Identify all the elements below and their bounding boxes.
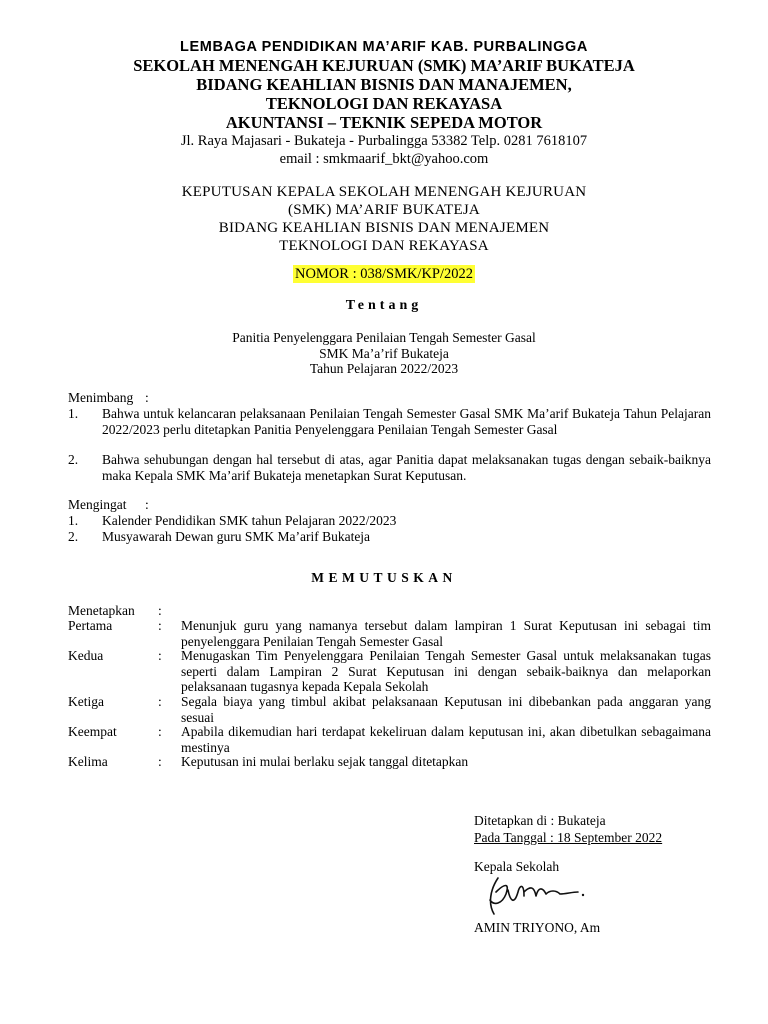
about-heading: Tentang: [345, 298, 423, 313]
item-text: Musyawarah Dewan guru SMK Ma’arif Bukateja: [102, 529, 371, 544]
decree-title-line-2: (SMK) MA’ARIF BUKATEJA: [288, 202, 480, 218]
item-text: Bahwa sehubungan dengan hal tersebut di atas, agar Panitia dapat melaksanakan tugas dengan sebaik-baiknya maka Kepala SMK Ma’arif Bukateja menetapkan Surat Keputusan.: [102, 452, 711, 483]
decision-text: Apabila dikemudian hari terdapat kekeliruan dalam keputusan ini, akan dibetulkan sebagaimana mestinya: [181, 724, 711, 755]
letterhead-line-1: LEMBAGA PENDIDIKAN MA’ARIF KAB. PURBALINGGA: [180, 39, 588, 55]
decision-label: Pertama: [68, 618, 113, 633]
letterhead-line-2: SEKOLAH MENENGAH KEJURUAN (SMK) MA’ARIF BUKATEJA: [133, 56, 635, 75]
decree-number-highlight: NOMOR : 038/SMK/KP/2022: [294, 266, 474, 282]
about-line-3: Tahun Pelajaran 2022/2023: [309, 361, 459, 376]
item-number: 2.: [68, 529, 79, 544]
decision-colon: :: [158, 618, 162, 633]
decision-label: Kelima: [68, 754, 108, 769]
menimbang-label: Menimbang: [68, 390, 134, 405]
decision-text: Menugaskan Tim Penyelenggara Penilaian Tengah Semester Gasal untuk melaksanakan tugas seperti dalam Lampiran 2 Surat Keputusan ini dengan sebaik-baiknya dan melaporkan pelaksanaan tugasnya kepada Kepala Sekolah: [181, 648, 711, 694]
menimbang-colon: :: [145, 390, 149, 405]
letterhead-email: email : smkmaarif_bkt@yahoo.com: [279, 151, 489, 167]
decision-colon: :: [158, 648, 162, 663]
decree-number: [0, 265, 768, 283]
decision-label: Keempat: [68, 724, 117, 739]
decision-colon: :: [158, 603, 162, 618]
signatory-name: AMIN TRIYONO, Am: [474, 920, 601, 935]
decision-label: Menetapkan: [68, 603, 135, 618]
letterhead-address: Jl. Raya Majasari - Bukateja - Purbalingga 53382 Telp. 0281 7618107: [180, 133, 588, 149]
letterhead-line-4: TEKNOLOGI DAN REKAYASA: [265, 94, 503, 113]
about-line-1: Panitia Penyelenggara Penilaian Tengah Semester Gasal: [232, 330, 536, 345]
decision-text: Segala biaya yang timbul akibat pelaksanaan Keputusan ini dibebankan pada anggaran yang sesuai: [181, 694, 711, 725]
decree-title-line-3: BIDANG KEAHLIAN BISNIS DAN MENAJEMEN: [218, 220, 550, 236]
decision-colon: :: [158, 724, 162, 739]
decision-label: Ketiga: [68, 694, 104, 709]
letterhead-line-3: BIDANG KEAHLIAN BISNIS DAN MANAJEMEN,: [196, 75, 572, 94]
about-subject: [0, 330, 768, 377]
decree-title-line-4: TEKNOLOGI DAN REKAYASA: [279, 238, 489, 254]
item-text: Bahwa untuk kelancaran pelaksanaan Penilaian Tengah Semester Gasal SMK Ma’arif Bukateja Tahun Pelajaran 2022/2023 perlu ditetapkan Panitia Penyelenggara Penilaian Tengah Semester Gasal: [102, 406, 711, 437]
mengingat-colon: :: [145, 497, 149, 512]
mengingat-label: Mengingat: [68, 497, 127, 512]
decision-text: Menunjuk guru yang namanya tersebut dalam lampiran 1 Surat Keputusan ini sebagai tim penyelenggara Penilaian Tengah Semester Gasal: [181, 618, 711, 649]
memutuskan-heading: MEMUTUSKAN: [311, 570, 457, 585]
decision-label: Kedua: [68, 648, 104, 663]
item-number: 1.: [68, 513, 79, 528]
item-number: 2.: [68, 452, 79, 467]
letterhead: [0, 38, 768, 168]
item-text: Kalender Pendidikan SMK tahun Pelajaran 2022/2023: [102, 513, 397, 528]
decree-title: [0, 183, 768, 255]
handwritten-signature: [480, 870, 590, 920]
decision-text: Keputusan ini mulai berlaku sejak tanggal ditetapkan: [181, 754, 469, 769]
about-line-2: SMK Ma’a’rif Bukateja: [319, 345, 449, 361]
letterhead-line-5: AKUNTANSI – TEKNIK SEPEDA MOTOR: [225, 113, 543, 132]
signature-role: Kepala Sekolah: [474, 859, 560, 874]
item-number: 1.: [68, 406, 79, 421]
decree-title-line-1: KEPUTUSAN KEPALA SEKOLAH MENENGAH KEJURUAN: [181, 184, 587, 200]
decision-colon: :: [158, 754, 162, 769]
decision-colon: :: [158, 694, 162, 709]
signature-place: Ditetapkan di : Bukateja: [474, 813, 606, 828]
signature-date: Pada Tanggal : 18 September 2022: [474, 830, 663, 845]
